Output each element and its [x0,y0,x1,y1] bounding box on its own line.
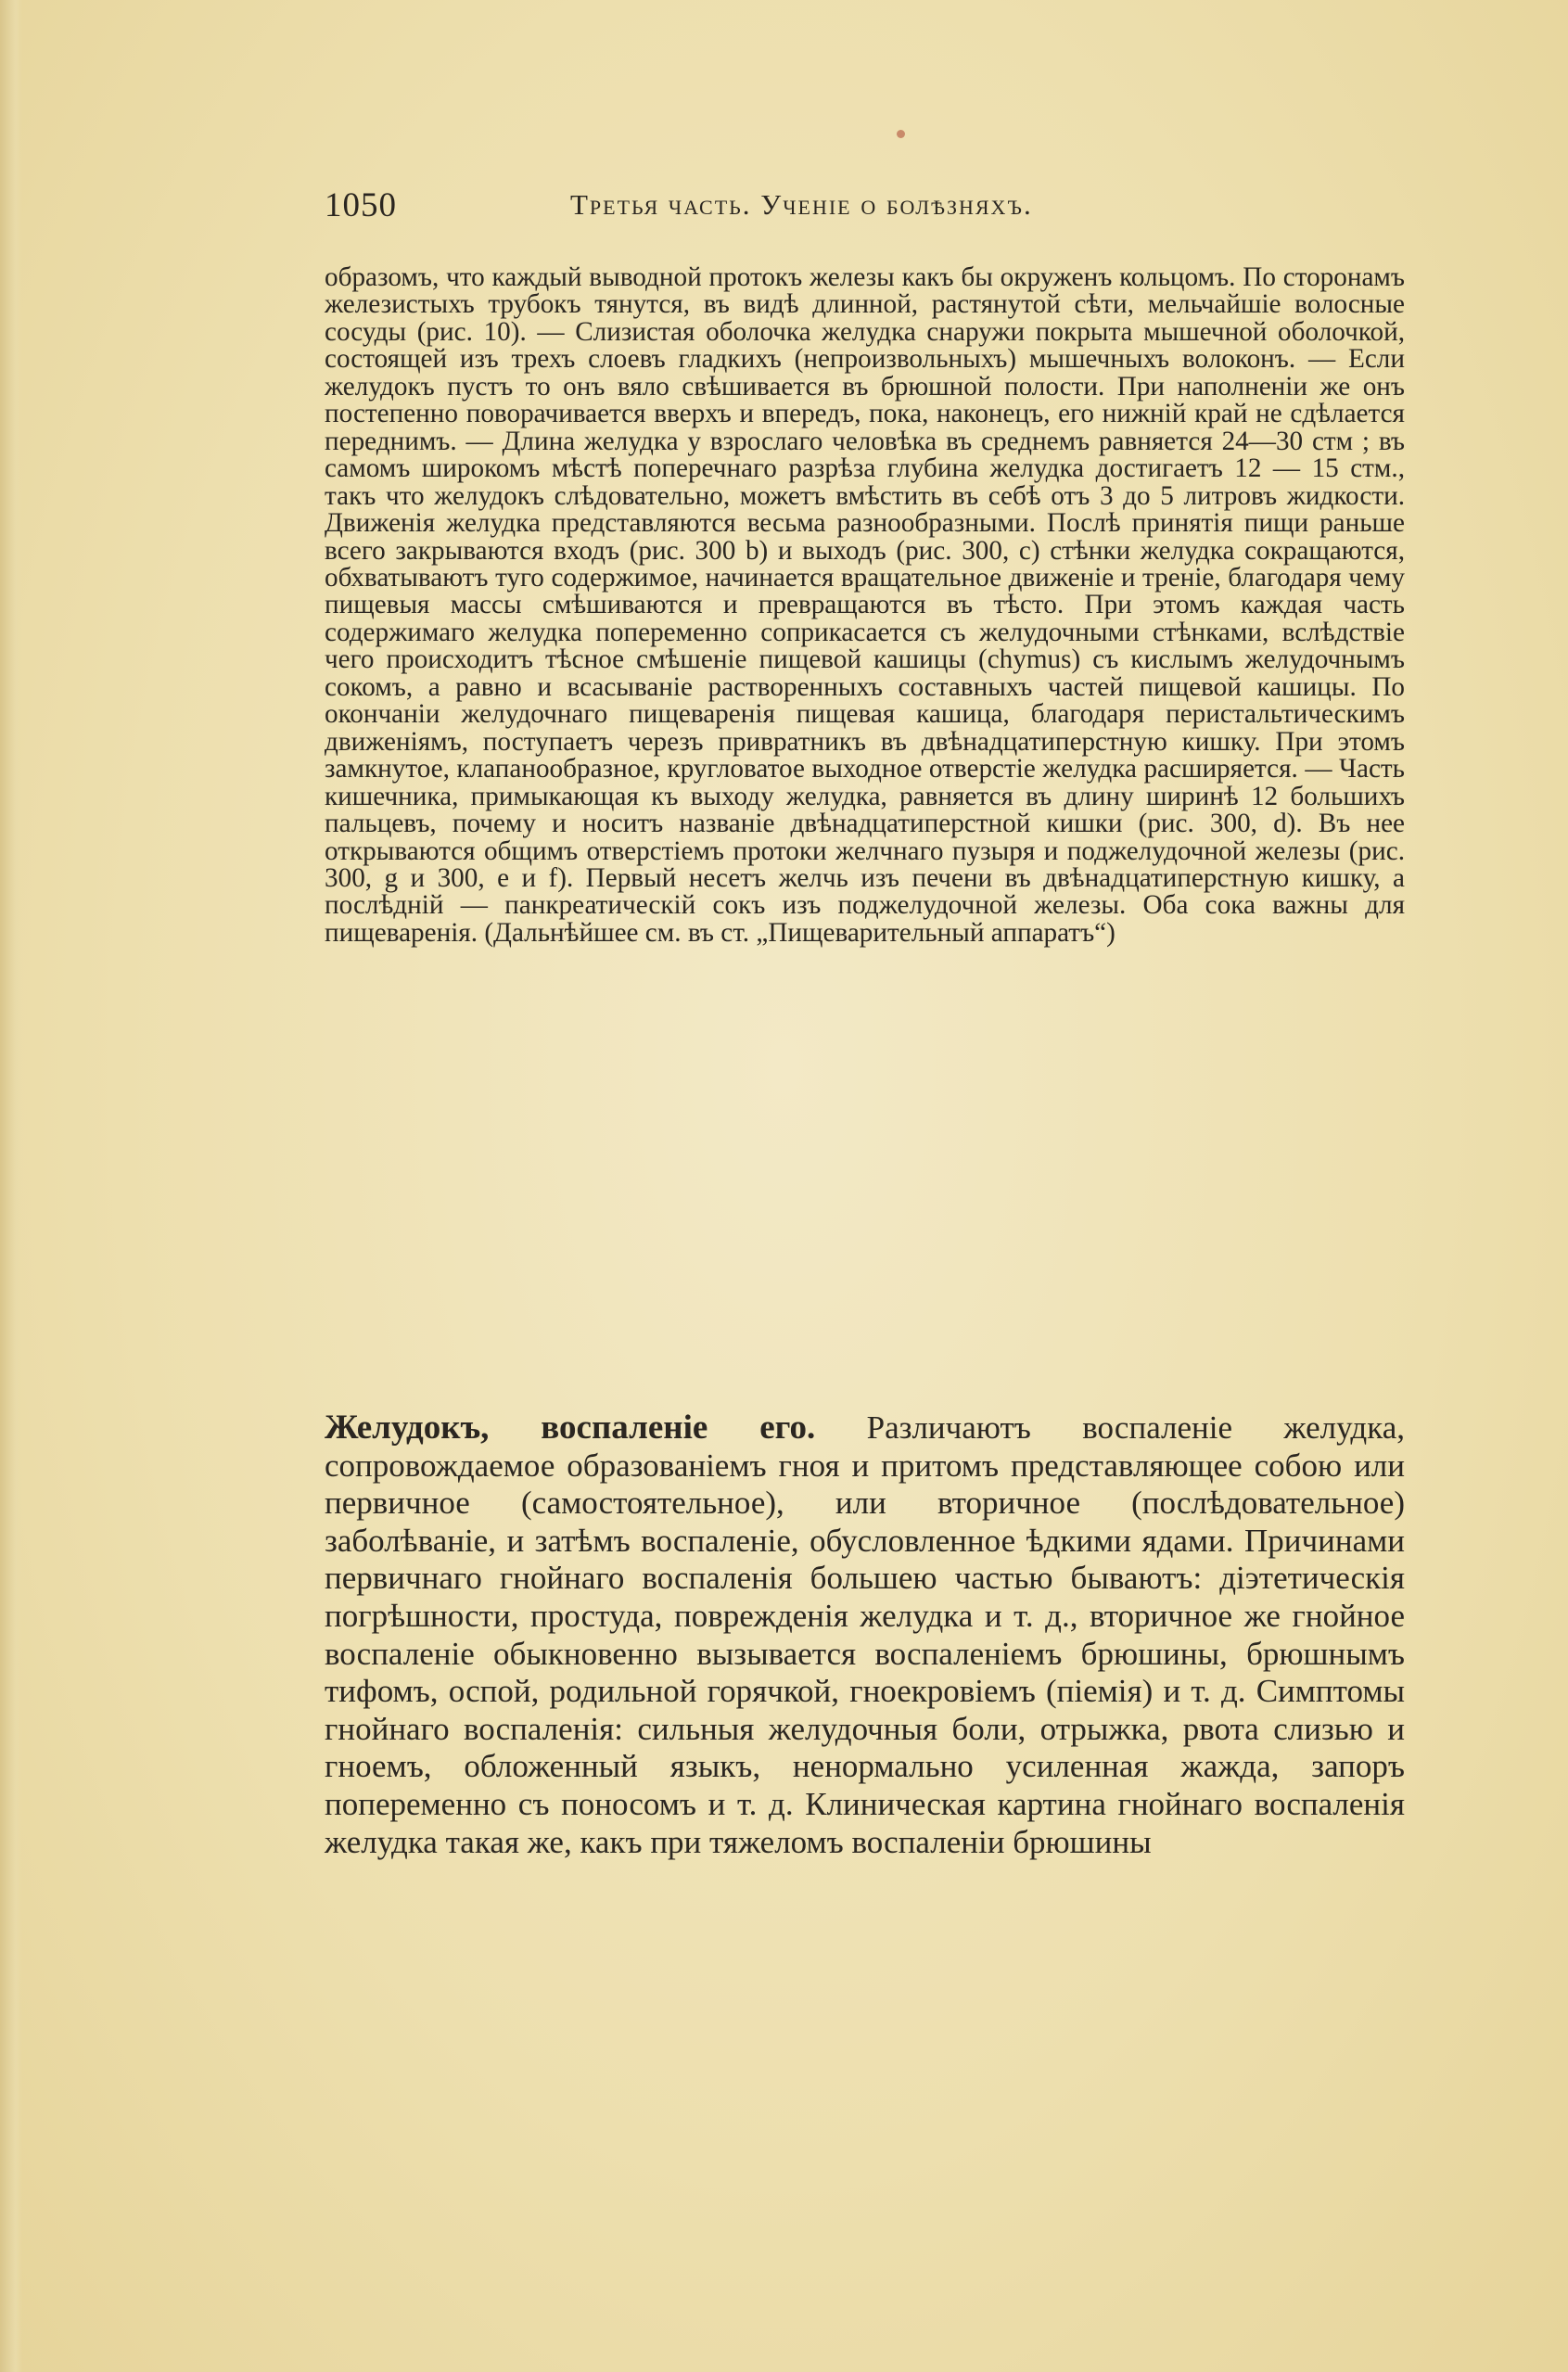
page-header [325,185,1252,234]
running-title: Третья часть. Ученіе о болѣзняхъ. [570,188,1033,221]
page-number: 1050 [325,186,397,224]
article-text: Различаютъ воспаленіе желудка, сопровождаемое образованіемъ гноя и притомъ представляющее собою или первичное (самостоятельное), или вторичное (послѣдовательное) заболѣваніе, и затѣмъ воспаленіе, обусловленное ѣдкими ядами. Причинами первичнаго гнойнаго воспаленія большею частью бываютъ: діэтетическія погрѣшности, простуда, поврежденія желудка и т. д., вторичное же гнойное воспаленіе обыкновенно вызывается воспаленіемъ брюшины, брюшнымъ тифомъ, оспой, родильной горячкой, гноекровіемъ (піемія) и т. д. Симптомы гнойнаго воспаленія: сильныя желудочныя боли, отрыжка, рвота слизью и гноемъ, обложенный языкъ, ненормально усиленная жажда, запоръ попеременно съ поносомъ и т. д. Клиническая картина гнойнаго воспаленія желудка такая же, какъ при тяжеломъ воспаленіи брюшины [325,1409,1405,1860]
print-mark [897,130,905,138]
stomach-anatomy-text [325,264,1405,947]
article-paragraph [325,1409,1405,1861]
article-heading: Желудокъ, воспаленіе его. [325,1409,816,1447]
page-binding-edge [0,0,22,2372]
gastritis-article [325,1409,1405,1861]
paragraph: образомъ, что каждый выводной протокъ железы какъ бы окруженъ кольцомъ. По сторонамъ железистыхъ трубокъ тянутся, въ видѣ длинной, растянутой сѣти, мельчайшіе волосные сосуды (рис. 10). — Слизистая оболочка желудка снаружи покрыта мышечной оболочкой, состоящей изъ трехъ слоевъ гладкихъ (непроизвольныхъ) мышечныхъ волоконъ. — Если желудокъ пустъ то онъ вяло свѣшивается въ брюшной полости. При наполненіи же онъ постепенно поворачивается вверхъ и впередъ, пока, наконецъ, его нижній край не сдѣлается переднимъ. — Длина желудка у взрослаго человѣка въ среднемъ равняется 24—30 стм ; въ самомъ широкомъ мѣстѣ поперечнаго разрѣза глубина желудка достигаетъ 12 — 15 стм., такъ что желудокъ слѣдовательно, можетъ вмѣстить въ себѣ отъ 3 до 5 литровъ жидкости. Движенія желудка представляются весьма разнообразными. Послѣ принятія пищи раньше всего закрываются входъ (рис. 300 b) и выходъ (рис. 300, c) стѣнки желудка сокращаются, обхватываютъ туго содержимое, начинается вращательное движеніе и треніе, благодаря чему пищевыя массы смѣшиваются и превращаются въ тѣсто. При этомъ каждая часть содержимаго желудка попеременно соприкасается съ желудочными стѣнками, вслѣдствіе чего происходитъ тѣсное смѣшеніе пищевой кашицы (chymus) съ кислымъ желудочнымъ сокомъ, а равно и всасываніе растворенныхъ составныхъ частей пищевой кашицы. По окончаніи желудочнаго пищеваренія пищевая кашица, благодаря перистальтическимъ движеніямъ, поступаетъ черезъ привратникъ въ двѣнадцатиперстную кишку. При этомъ замкнутое, клапанообразное, кругловатое выходное отверстіе желудка расширяется. — Часть кишечника, примыкающая къ выходу желудка, равняется въ длину ширинѣ 12 большихъ пальцевъ, почему и носитъ названіе двѣнадцатиперстной кишки (рис. 300, d). Въ нее открываются общимъ отверстіемъ протоки желчнаго пузыря и поджелудочной железы (рис. 300, g и 300, e и f). Первый несетъ желчь изъ печени въ двѣнадцатиперстную кишку, а послѣдній — панкреатическій сокъ изъ поджелудочной железы. Оба сока важны для пищеваренія. (Дальнѣйшее см. въ ст. „Пищеварительный аппаратъ“) [325,262,1405,948]
